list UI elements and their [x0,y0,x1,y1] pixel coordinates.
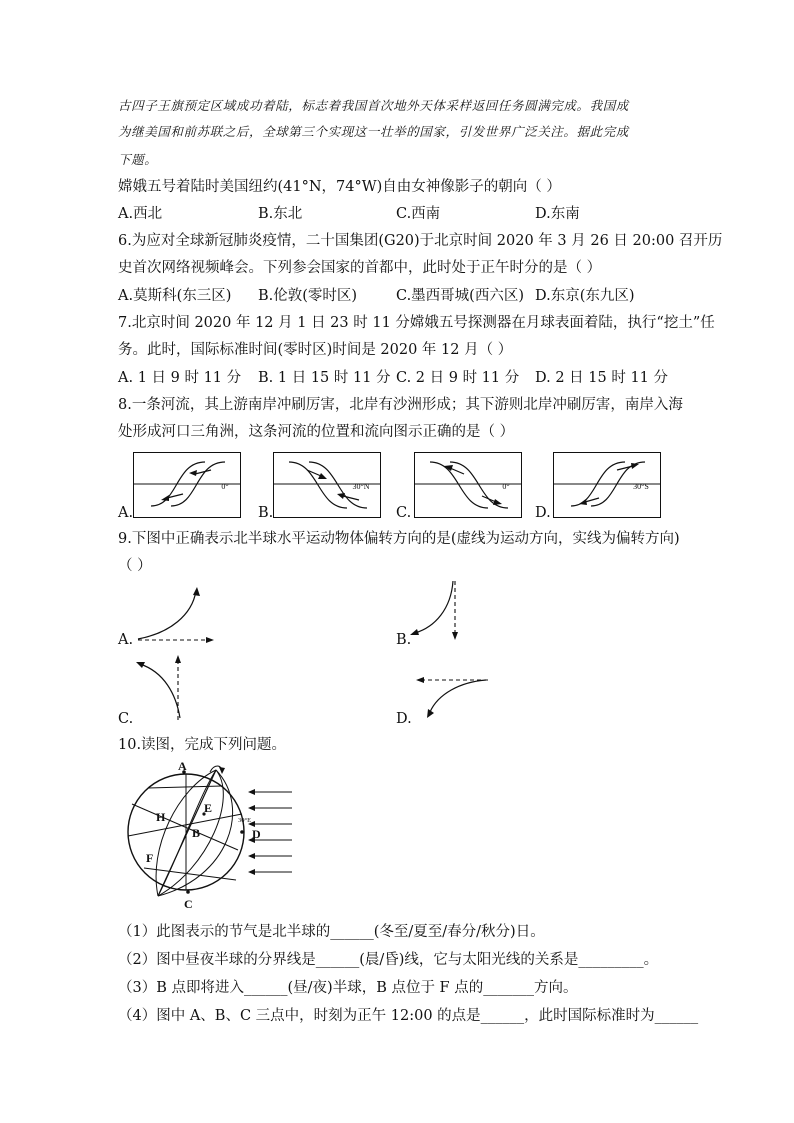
q8-option-b-label: B. [258,505,274,521]
q10-sub-1: （1）此图表示的节气是北半球的______(冬至/夏至/春分/秋分)日。 [118,924,545,940]
q9-option-b-label: B. [396,632,412,648]
q8-lat-label-c: 0° [502,482,510,491]
q9-deflection-diagram-b [405,575,475,645]
q7-option-b: B. 1 日 15 时 11 分 [258,370,391,386]
q6-option-a: A.莫斯科(东三区) [118,288,232,304]
globe-label-h: H [156,810,166,824]
globe-label-c: C [184,897,193,911]
q9-stem-line-1: 9.下图中正确表示北半球水平运动物体偏转方向的是(虚线为运动方向，实线为偏转方向) [118,531,680,547]
q6-option-c: C.墨西哥城(西六区) [396,288,525,304]
q10-sub-2: （2）图中昼夜半球的分界线是______(晨/昏)线，它与太阳光线的关系是_________。 [118,952,659,968]
intro-line-1: 古四子王旗预定区域成功着陆，标志着我国首次地外天体采样返回任务圆满完成。我国成 [118,98,629,113]
q10-stem: 10.读图，完成下列问题。 [118,737,287,753]
q8-option-c-label: C. [396,505,412,521]
q6-stem-line-2: 史首次网络视频峰会。下列参会国家的首都中，此时处于正午时分的是（ ） [118,260,602,276]
q7-option-c: C. 2 日 9 时 11 分 [396,370,520,386]
q7-stem-line-2: 务。此时，国际标准时间(零时区)时间是 2020 年 12 月（ ） [118,342,513,358]
q8-river-diagram-b [273,452,381,518]
q6-stem-line-1: 6.为应对全球新冠肺炎疫情，二十国集团(G20)于北京时间 2020 年 3 月 26 日 20:00 召开历 [118,233,723,249]
q9-option-c-label: C. [118,711,134,727]
q7-option-a: A. 1 日 9 时 11 分 [118,370,242,386]
globe-label-a: A [178,759,187,773]
q5-option-b: B.东北 [258,206,303,222]
globe-label-d: D [252,827,261,841]
q10-sub-3: （3）B 点即将进入______(昼/夜)半球，B 点位于 F 点的_______方向。 [118,980,578,996]
q8-river-diagram-c [414,452,522,518]
q8-lat-label-d: 30°S [633,482,649,491]
q10-globe-diagram [118,758,298,913]
q5-stem: 嫦娥五号着陆时美国纽约(41°N，74°W)自由女神像影子的朝向（ ） [118,179,561,195]
q5-option-d: D.东南 [535,206,580,222]
q9-deflection-diagram-a [130,585,220,650]
q5-option-a: A.西北 [118,206,163,222]
intro-line-2: 为继美国和前苏联之后，全球第三个实现这一壮举的国家，引发世界广泛关注。据此完成 [118,124,629,139]
globe-label-30e: 30°E [238,817,252,824]
q8-option-a-label: A. [118,505,134,521]
q9-stem-line-2: （ ） [118,558,152,574]
q9-option-d-label: D. [396,711,412,727]
q7-stem-line-1: 7.北京时间 2020 年 12 月 1 日 23 时 11 分嫦娥五号探测器在月球表面着陆，执行“挖土”任 [118,315,715,331]
q9-deflection-diagram-d [410,668,495,723]
q8-river-diagram-a [133,452,241,518]
q6-option-b: B.伦敦(零时区) [258,288,358,304]
q8-stem-line-1: 8.一条河流，其上游南岸冲刷厉害，北岸有沙洲形成；其下游则北岸冲刷厉害，南岸入海 [118,397,683,413]
q8-option-d-label: D. [535,505,551,521]
q9-deflection-diagram-c [130,650,200,725]
q9-option-a-label: A. [118,632,134,648]
q8-stem-line-2: 处形成河口三角洲，这条河流的位置和流向图示正确的是（ ） [118,424,515,440]
q8-lat-label-b: 30°N [352,482,370,491]
q6-option-d: D.东京(东九区) [535,288,635,304]
q8-lat-label-a: 0° [221,482,229,491]
q8-river-diagram-d [553,452,661,518]
q5-option-c: C.西南 [396,206,441,222]
globe-label-e: E [204,801,213,815]
intro-line-3: 下题。 [118,152,158,167]
q7-option-d: D. 2 日 15 时 11 分 [535,370,668,386]
globe-label-b: B [192,826,201,840]
globe-label-f: F [146,851,154,865]
q10-sub-4: （4）图中 A、B、C 三点中，时刻为正午 12:00 的点是______，此时国际标准时为______ [118,1008,699,1024]
